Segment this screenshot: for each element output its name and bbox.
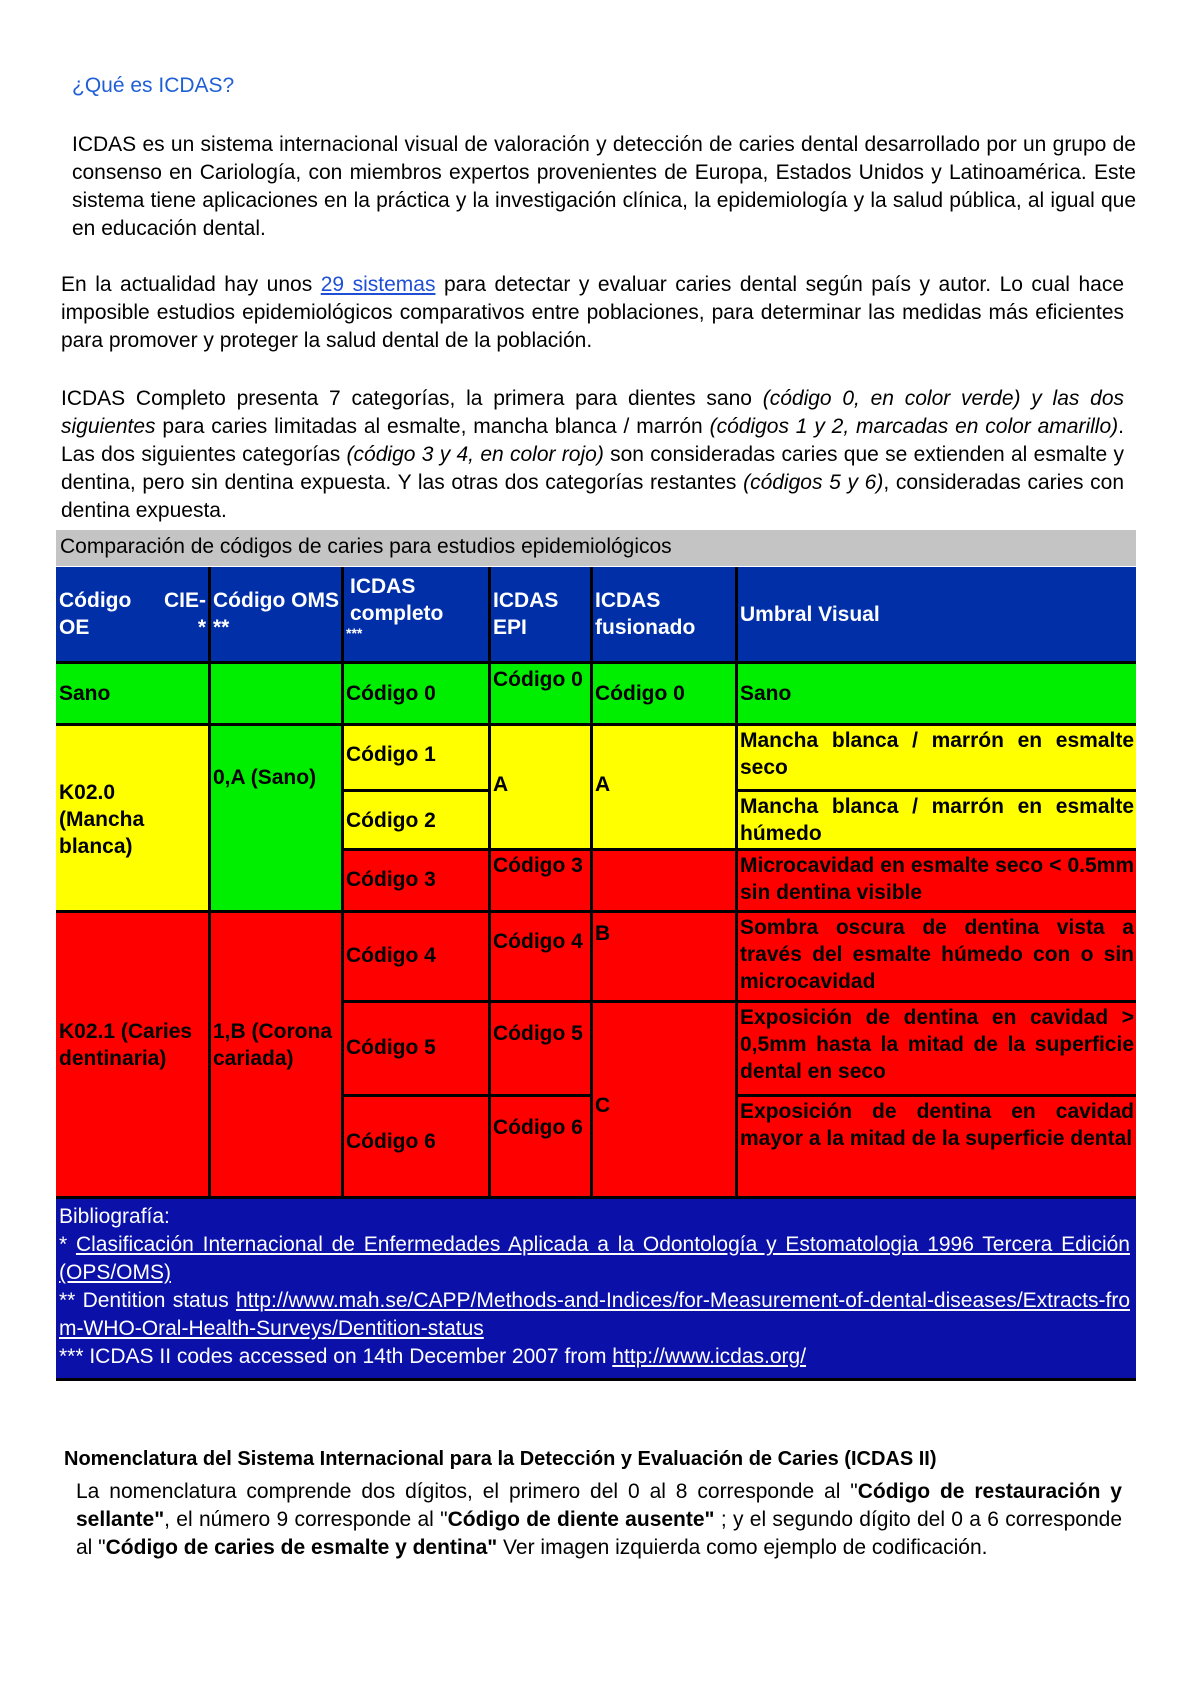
paragraph-text: , el número 9 corresponde al " xyxy=(164,1508,448,1531)
header-label: ICDAS completo xyxy=(350,575,444,625)
header-cie: Código CIE-OE * xyxy=(56,567,208,661)
oms-0a-cell: 0,A (Sano) xyxy=(210,664,341,910)
epi-codigo-3: Código 3 xyxy=(490,850,590,910)
italic-text: (código 0, en color verde) y las dos siguientes xyxy=(61,387,1124,438)
ref-2-link[interactable]: http://www.mah.se/CAPP/Methods-and-Indices/for-Measurement-of-dental-diseases/Extracts-from-WHO-Oral-Health-Surveys/Dentition-status xyxy=(59,1289,1130,1340)
bold-text: Código de restauración y sellante" xyxy=(76,1480,1122,1531)
intro-paragraph: ICDAS es un sistema internacional visual de valoración y detección de caries dental desarrollado por un grupo de consenso en Cariología, con miembros expertos provenientes de Europa, Estados Unidos y Latinoamérica. Este sistema tiene aplicaciones en la práctica y la investigación clínica, la epidemiología y la salud pública, al igual que en educación dental. xyxy=(72,133,1136,240)
umbral-exposicion-mayor: Exposición de dentina en cavidad mayor a la mitad de la superficie dental xyxy=(737,1096,1136,1196)
paragraph-text: La nomenclatura comprende dos dígitos, el primero del 0 al 8 corresponde al " xyxy=(76,1480,858,1503)
table-rule xyxy=(56,910,1136,913)
cie-k021-cell: K02.1 (Caries dentinaria) xyxy=(56,912,208,1196)
bold-text: Código de diente ausente" xyxy=(447,1508,715,1531)
header-oms: Código OMS ** xyxy=(210,567,341,661)
umbral-sombra-oscura: Sombra oscura de dentina vista a través del esmalte húmedo con o sin microcavidad xyxy=(737,912,1136,1000)
paragraph-text: para caries limitadas al esmalte, mancha blanca / marrón xyxy=(155,415,710,438)
epi-a: A xyxy=(490,725,590,848)
fusionado-c: C xyxy=(592,1002,735,1196)
ref-mark: ** Dentition status xyxy=(59,1289,236,1312)
umbral-mancha-seco: Mancha blanca / marrón en esmalte seco xyxy=(737,725,1136,789)
table-rule xyxy=(341,567,344,1196)
bibliography-ref-1 xyxy=(59,1231,1130,1287)
paragraph-text: En la actualidad hay unos xyxy=(61,273,321,296)
italic-text: (códigos 5 y 6) xyxy=(743,471,884,494)
umbral-microcavidad: Microcavidad en esmalte seco < 0.5mm sin dentina visible xyxy=(737,850,1136,910)
nomenclature-paragraph xyxy=(76,1478,1122,1562)
icdas-codigo-1: Código 1 xyxy=(343,725,488,789)
table-rule xyxy=(590,567,593,1196)
table-rule xyxy=(488,567,491,1196)
table-rule xyxy=(56,723,1136,726)
table-rule xyxy=(56,1378,1136,1381)
paragraph-text: ICDAS Completo presenta 7 categorías, la primera para dientes sano xyxy=(61,387,763,410)
cie-k020-cell: K02.0 (Mancha blanca) xyxy=(56,725,208,910)
caries-comparison-table xyxy=(56,530,1136,1382)
table-rule xyxy=(592,1000,1136,1003)
icdas-codigo-4: Código 4 xyxy=(343,912,488,1000)
icdas-codigo-0: Código 0 xyxy=(343,664,488,723)
epi-codigo-6: Código 6 xyxy=(490,1096,590,1196)
epi-codigo-5: Código 5 xyxy=(490,1002,590,1094)
systems-paragraph xyxy=(61,271,1124,355)
table-rule xyxy=(343,1000,592,1003)
categories-paragraph xyxy=(61,385,1124,525)
ref-mark: * xyxy=(59,1233,76,1256)
ref-text: *** ICDAS II codes accessed on 14th December 2007 from xyxy=(59,1345,613,1368)
header-icdas-epi: ICDAS EPI xyxy=(490,567,590,661)
header-umbral-visual: Umbral Visual xyxy=(737,567,1136,661)
paragraph-text: ; y el segundo dígito del 0 a 6 corresponde al " xyxy=(76,1508,1123,1559)
italic-text: (código 3 y 4, en color rojo) xyxy=(346,443,604,466)
bold-text: Código de caries de esmalte y dentina" xyxy=(105,1536,498,1559)
table-rule xyxy=(56,1196,1136,1199)
header-icdas-fusionado: ICDAS fusionado xyxy=(592,567,735,661)
bibliography-ref-2 xyxy=(59,1287,1130,1343)
header-icdas-completo xyxy=(343,567,488,661)
systems-link[interactable]: 29 sistemas xyxy=(320,273,436,296)
paragraph-text: Ver imagen izquierda como ejemplo de codificación. xyxy=(497,1536,988,1559)
umbral-sano: Sano xyxy=(737,664,1136,723)
fusionado-codigo-0: Código 0 xyxy=(592,664,735,723)
fusionado-b: B xyxy=(592,850,735,1000)
paragraph-text: , consideradas caries con dentina expuesta. xyxy=(61,471,1124,522)
header-footnote-mark: *** xyxy=(346,625,363,641)
section-heading: ¿Qué es ICDAS? xyxy=(72,74,235,97)
nomenclature-heading: Nomenclatura del Sistema Internacional para la Detección y Evaluación de Caries (ICDAS II) xyxy=(64,1448,937,1470)
bibliography-ref-3 xyxy=(59,1343,1130,1371)
cie-sano-cell: Sano xyxy=(56,664,208,723)
table-rule xyxy=(737,1094,1136,1097)
icdas-codigo-5: Código 5 xyxy=(343,1002,488,1094)
bibliography-title: Bibliografía: xyxy=(59,1205,170,1228)
table-rule xyxy=(343,1094,592,1097)
table-rule xyxy=(56,661,1136,664)
italic-text: (códigos 1 y 2, marcadas en color amarillo) xyxy=(709,415,1119,438)
icdas-codigo-6: Código 6 xyxy=(343,1096,488,1196)
bibliography-box xyxy=(56,1199,1136,1378)
icdas-codigo-2: Código 2 xyxy=(343,791,488,848)
ref-3-link[interactable]: http://www.icdas.org/ xyxy=(612,1345,807,1368)
paragraph-text: son consideradas caries que se extienden al esmalte y dentina, pero sin dentina expuesta. Y las otras dos categorías restantes xyxy=(61,443,1124,494)
umbral-exposicion-mitad: Exposición de dentina en cavidad > 0,5mm hasta la mitad de la superficie dental en seco xyxy=(737,1002,1136,1094)
paragraph-text: . Las dos siguientes categorías xyxy=(61,415,1124,466)
icdas-codigo-3: Código 3 xyxy=(343,850,488,910)
epi-codigo-0: Código 0 xyxy=(490,664,590,723)
umbral-mancha-humedo: Mancha blanca / marrón en esmalte húmedo xyxy=(737,791,1136,848)
fusionado-a: A xyxy=(592,725,735,848)
oms-1b-cell: 1,B (Corona cariada) xyxy=(210,912,341,1196)
table-rule xyxy=(343,848,1136,851)
table-caption: Comparación de códigos de caries para estudios epidemiológicos xyxy=(56,530,1136,566)
paragraph-text: para detectar y evaluar caries dental según país y autor. Lo cual hace imposible estudios epidemiológicos comparativos entre poblaciones, para determinar las medidas más eficientes para promover y proteger la salud dental de la población. xyxy=(61,273,1125,352)
table-rule xyxy=(737,789,1136,792)
ref-1-link[interactable]: Clasificación Internacional de Enfermedades Aplicada a la Odontología y Estomatologia 1996 Tercera Edición (OPS/OMS) xyxy=(59,1233,1130,1284)
epi-codigo-4: Código 4 xyxy=(490,912,590,1000)
table-rule xyxy=(208,567,211,1196)
table-rule xyxy=(735,567,738,1196)
table-rule xyxy=(343,789,490,792)
